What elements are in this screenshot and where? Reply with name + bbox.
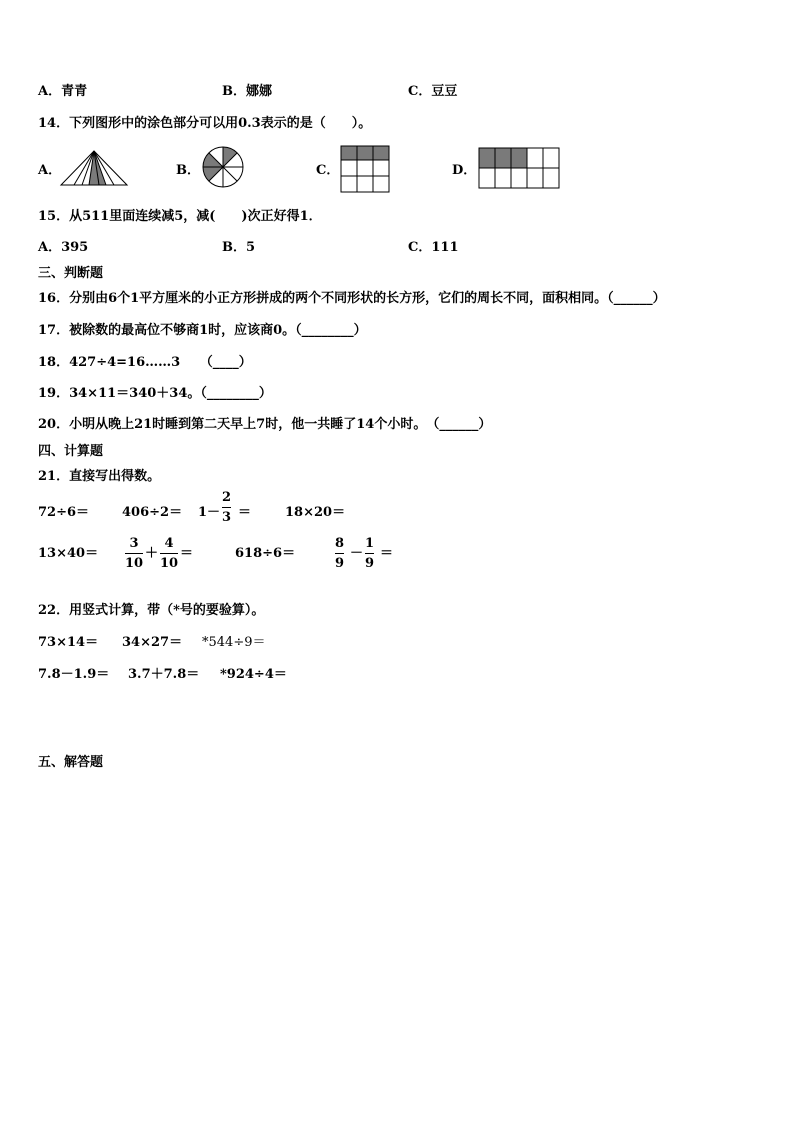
q14-question: 14．下列图形中的涂色部分可以用0.3表示的是（ ）。 xyxy=(38,116,372,131)
q21-r2-c: 618÷6＝ xyxy=(235,546,296,561)
q21-r1-c-prefix: 1－ xyxy=(198,505,221,520)
q13-option-b xyxy=(222,85,272,98)
q21-r2-d-fraction-2 xyxy=(365,537,374,570)
option-text: 豆豆 xyxy=(431,84,458,99)
q17-question: 17．被除数的最高位不够商1时，应该商0。（________） xyxy=(38,323,367,338)
q15-question: 15．从511里面连续减5，减( )次正好得1． xyxy=(38,209,322,224)
fraction-denominator: 10 xyxy=(125,556,144,571)
option-text: 青青 xyxy=(61,84,88,99)
q14-figure-a-triangle xyxy=(60,150,128,186)
q15-option-b xyxy=(222,241,255,254)
section-4-heading: 四、计算题 xyxy=(38,444,104,459)
q21-r2-d-equals: ＝ xyxy=(380,546,394,561)
fraction-bar xyxy=(222,507,231,508)
fraction-numerator: 8 xyxy=(335,536,345,551)
q15-option-a xyxy=(38,241,88,254)
q21-r1-a: 72÷6＝ xyxy=(38,505,90,520)
fraction-denominator: 10 xyxy=(160,556,179,571)
q21-r1-d: 18×20＝ xyxy=(285,505,346,520)
fraction-denominator: 9 xyxy=(365,556,375,571)
q22-r2-a: 7.8－1.9＝ xyxy=(38,667,110,682)
q14-label-b: B． xyxy=(176,163,200,178)
fraction-numerator: 2 xyxy=(222,490,232,505)
q22-r1-a: 73×14＝ xyxy=(38,635,99,650)
option-letter: C． xyxy=(408,84,432,99)
q22-question: 22．用竖式计算，带（*号的要验算）。 xyxy=(38,603,265,618)
section-3-heading: 三、判断题 xyxy=(38,266,104,281)
q14-figure-c-grid xyxy=(340,145,390,193)
q14-label-d: D． xyxy=(452,163,477,178)
q21-r2-b-plus: ＋ xyxy=(145,546,159,561)
option-text: 111 xyxy=(431,240,459,255)
fraction-bar xyxy=(125,553,143,554)
q21-r1-c-fraction xyxy=(222,491,231,524)
q21-r2-d-fraction-1 xyxy=(335,537,344,570)
fraction-numerator: 3 xyxy=(129,536,139,551)
q16-question: 16．分别由6个1平方厘米的小正方形拼成的两个不同形状的长方形，它们的周长不同，面积相同。（______） xyxy=(38,291,666,306)
q21-r1-b: 406÷2＝ xyxy=(122,505,183,520)
fraction-bar xyxy=(160,553,178,554)
q21-question: 21．直接写出得数。 xyxy=(38,469,161,484)
q22-r2-c: *924÷4＝ xyxy=(220,667,287,682)
fraction-denominator: 3 xyxy=(222,510,232,525)
option-letter: B． xyxy=(222,84,246,99)
q13-option-c xyxy=(408,85,457,98)
q22-r1-c: *544÷9＝ xyxy=(202,635,266,650)
q14-label-a: A． xyxy=(38,163,62,178)
fraction-numerator: 4 xyxy=(164,536,174,551)
option-text: 395 xyxy=(61,240,89,255)
q14-label-c: C． xyxy=(316,163,340,178)
option-letter: A． xyxy=(38,84,62,99)
q21-r2-b-fraction-1 xyxy=(125,537,143,570)
q22-r2-b: 3.7＋7.8＝ xyxy=(128,667,200,682)
option-letter: B． xyxy=(222,240,246,255)
q15-option-c xyxy=(408,241,459,254)
section-5-heading: 五、解答题 xyxy=(38,755,104,770)
option-letter: A． xyxy=(38,240,62,255)
q21-r2-b-equals: ＝ xyxy=(180,546,194,561)
option-text: 5 xyxy=(246,240,256,255)
option-text: 娜娜 xyxy=(246,84,273,99)
q14-figure-d-grid xyxy=(478,147,560,189)
fraction-numerator: 1 xyxy=(365,536,375,551)
q21-r2-b-fraction-2 xyxy=(160,537,178,570)
q22-r1-b: 34×27＝ xyxy=(122,635,183,650)
q19-question: 19．34×11＝340＋34。（________） xyxy=(38,386,272,401)
option-letter: C． xyxy=(408,240,432,255)
q14-figure-b-circle xyxy=(202,146,244,188)
fraction-bar xyxy=(335,553,344,554)
q21-r2-d-minus: － xyxy=(350,546,364,561)
fraction-denominator: 9 xyxy=(335,556,345,571)
q21-r2-a: 13×40＝ xyxy=(38,546,99,561)
q21-r1-c-equals: ＝ xyxy=(238,505,252,520)
q18-question: 18．427÷4=16……3 （____） xyxy=(38,355,252,370)
fraction-bar xyxy=(365,553,374,554)
q13-option-a xyxy=(38,85,87,98)
q20-question: 20．小明从晚上21时睡到第二天早上7时，他一共睡了14个小时。 （______） xyxy=(38,417,492,432)
